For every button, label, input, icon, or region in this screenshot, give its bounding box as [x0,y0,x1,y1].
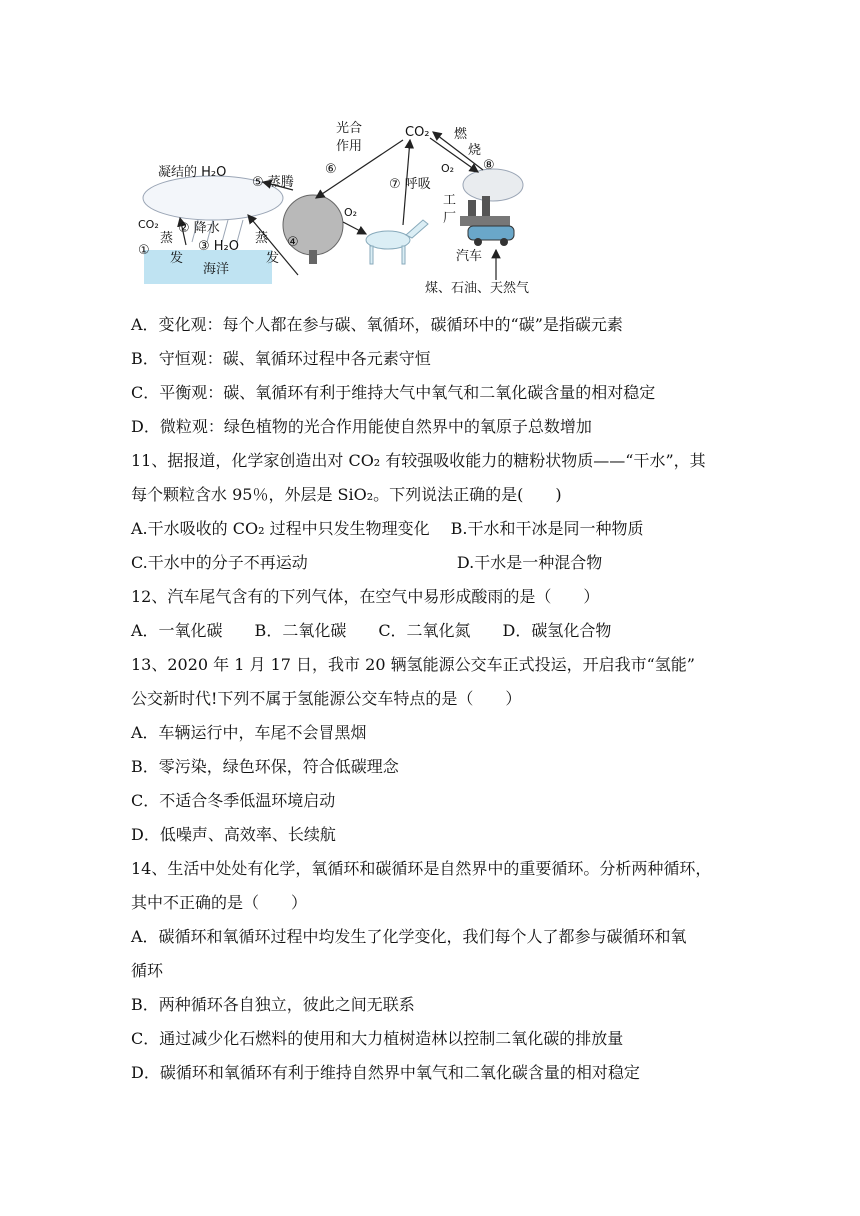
o2-right-label: O₂ [441,162,455,175]
factory-label-1: 工 [443,193,457,208]
car-icon [468,226,514,240]
text-line: 循环 [131,961,164,980]
breath-label: ⑦ 呼吸 [389,177,431,192]
text-line: A．车辆运行中，车尾不会冒黑烟 [131,723,367,742]
factory-icon [460,216,510,226]
rain-label: ② 降水 [178,221,220,236]
deer-icon [366,220,428,264]
question-text [131,308,751,1090]
photosynthesis-label-2: 作用 [336,139,363,154]
co2-left-label: CO₂ [138,218,159,231]
photosynthesis-label-1: 光合 [336,121,363,136]
smoke-icon [463,169,523,201]
text-line: C．通过减少化石燃料的使用和大力植树造林以控制二氧化碳的排放量 [131,1029,624,1048]
text-line: C．不适合冬季低温环境启动 [131,791,336,810]
co2-top-label: CO₂ [405,125,430,140]
condensed-water-label: 凝结的 H₂O [158,165,227,180]
step-8-label: ⑧ [483,158,495,173]
water-label: ③ H₂O [198,239,240,254]
ocean-label: 海洋 [203,262,230,277]
text-line: D．低噪声、高效率、长续航 [131,825,336,844]
evaporation-right-2: 发 [266,251,280,266]
text-line: A．一氧化碳 B．二氧化碳 C．二氧化氮 D．碳氢化合物 [131,621,612,640]
text-line: A．变化观：每个人都在参与碳、氧循环，碳循环中的“碳”是指碳元素 [131,315,623,334]
question-14-stem: 14、生活中处处有化学，氧循环和碳循环是自然界中的重要循环。分析两种循环， [131,859,712,878]
text-line: A．碳循环和氧循环过程中均发生了化学变化，我们每个人了都参与碳循环和氧 [131,927,687,946]
step-4-label: ④ [287,235,299,250]
text-line: C.干水中的分子不再运动 D.干水是一种混合物 [131,553,603,572]
question-13-stem: 13、2020 年 1 月 17 日，我市 20 辆氢能源公交车正式投运，开启我市“氢能” [131,655,695,674]
text-line: 其中不正确的是（ ） [131,893,308,912]
carbon-oxygen-cycle-diagram [138,110,558,300]
car-label: 汽车 [456,249,483,264]
evaporation-left-1: 蒸 [160,231,174,246]
step-1-label: ① [138,243,150,258]
factory-label-2: 厂 [443,211,457,226]
text-line: D．碳循环和氧循环有利于维持自然界中氧气和二氧化碳含量的相对稳定 [131,1063,640,1082]
step-6-label: ⑥ [325,162,337,177]
text-line: B．守恒观：碳、氧循环过程中各元素守恒 [131,349,431,368]
text-line: D．微粒观：绿色植物的光合作用能使自然界中的氧原子总数增加 [131,417,592,436]
o2-left-label: O₂ [344,206,358,219]
fuels-label: 煤、石油、天然气 [425,281,530,296]
text-line: C．平衡观：碳、氧循环有利于维持大气中氧气和二氧化碳含量的相对稳定 [131,383,656,402]
evaporation-left-2: 发 [170,251,184,266]
question-12-stem: 12、汽车尾气含有的下列气体，在空气中易形成酸雨的是（ ） [131,587,600,606]
text-line: 每个颗粒含水 95％，外层是 SiO₂。下列说法正确的是( ) [131,485,562,504]
transpiration-label: ⑤ 蒸腾 [252,175,294,190]
burning-label-2: 烧 [468,143,482,158]
text-line: 公交新时代!下列不属于氢能源公交车特点的是（ ） [131,689,522,708]
cycle-diagram-svg [138,110,558,300]
question-11-stem: 11、据报道，化学家创造出对 CO₂ 有较强吸收能力的糖粉状物质——“干水”，其 [131,451,706,470]
text-line: B．零污染，绿色环保，符合低碳理念 [131,757,399,776]
burning-label-1: 燃 [454,127,468,142]
evaporation-right-1: 蒸 [255,231,269,246]
text-line: B．两种循环各自独立，彼此之间无联系 [131,995,415,1014]
text-line: A.干水吸收的 CO₂ 过程中只发生物理变化 B.干水和干冰是同一种物质 [131,519,644,538]
